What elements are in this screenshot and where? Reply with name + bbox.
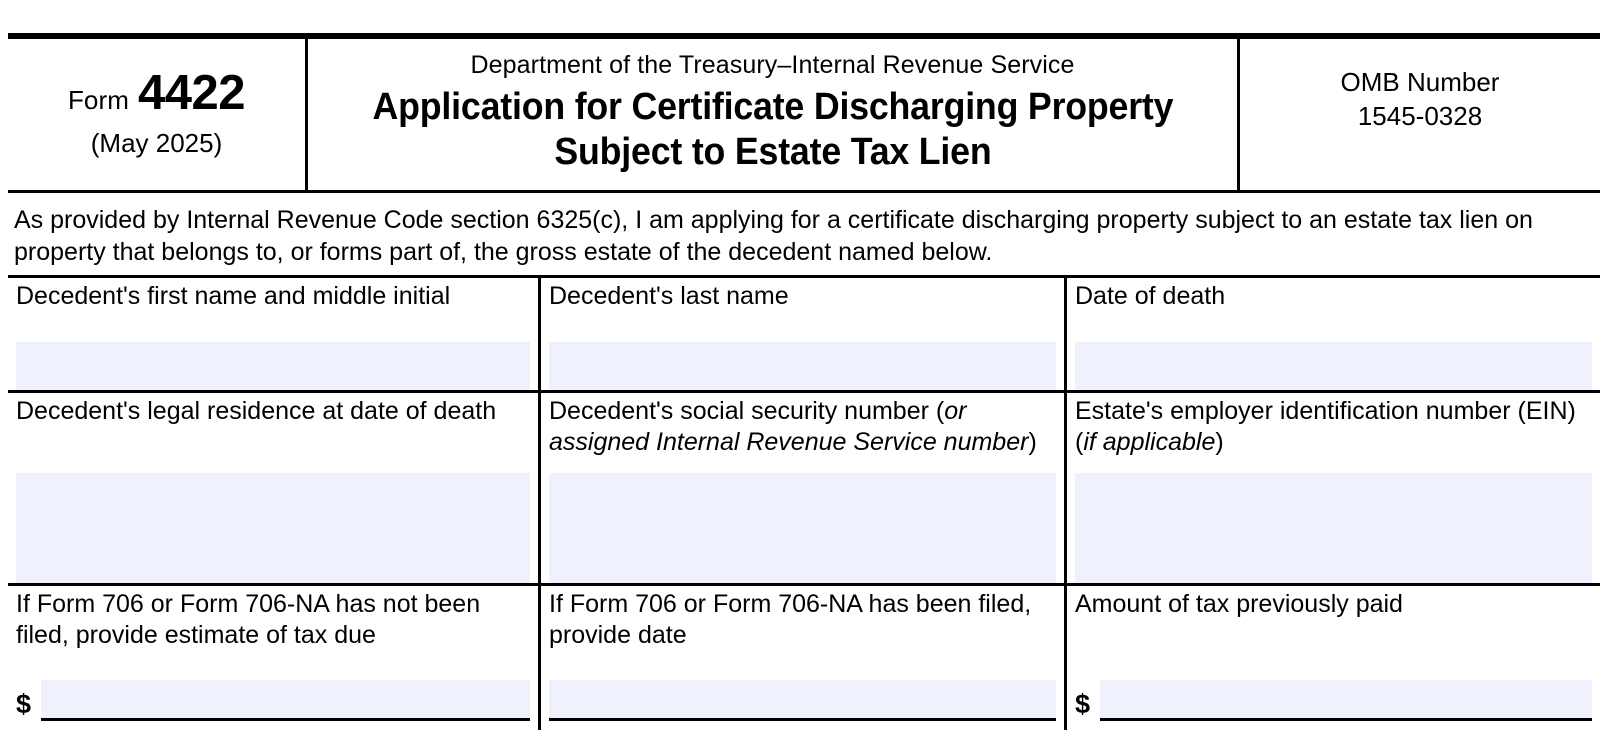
- cell-decedent-ssn: [541, 393, 1067, 583]
- cell-decedent-first-name: [8, 278, 541, 390]
- legal-residence-input[interactable]: [16, 473, 530, 583]
- omb-number-value: 1545-0328: [1357, 100, 1483, 131]
- estate-ein-label-main: Estate's employer identification number (EIN): [1075, 397, 1576, 425]
- intro-paragraph: As provided by Internal Revenue Code section 6325(c), I am applying for a certificate discharging property subject to an estate tax lien on property that belongs to, or forms part of, the gross estate of the decedent named below.: [14, 206, 1533, 266]
- estimate-tax-due-label: If Form 706 or Form 706-NA has not been filed, provide estimate of tax due: [16, 590, 481, 649]
- form-title-line-1: Application for Certificate Discharging Property: [372, 86, 1173, 129]
- table-row: [8, 393, 1600, 586]
- form-title: [372, 85, 1173, 173]
- decedent-first-name-label: Decedent's first name and middle initial: [16, 282, 451, 310]
- omb-number-label: OMB Number: [1340, 67, 1500, 98]
- estate-ein-close-paren: ): [1215, 427, 1224, 456]
- cell-estate-ein: [1067, 393, 1600, 583]
- table-row: [8, 278, 1600, 393]
- decedent-first-name-input[interactable]: [16, 342, 530, 390]
- decedent-ssn-label-tail: ): [1028, 427, 1037, 456]
- form-title-line-2: Subject to Estate Tax Lien: [553, 130, 992, 173]
- tax-previously-paid-label: Amount of tax previously paid: [1075, 590, 1403, 618]
- cell-tax-previously-paid: [1067, 586, 1600, 730]
- date-filed-input[interactable]: [549, 680, 1056, 721]
- estate-ein-label-italic: if applicable: [1083, 427, 1216, 456]
- cell-estimate-tax-due: [8, 586, 541, 730]
- cell-decedent-last-name: [541, 278, 1067, 390]
- decedent-ssn-input[interactable]: [549, 473, 1056, 583]
- decedent-last-name-label: Decedent's last name: [549, 282, 789, 310]
- estate-ein-input[interactable]: [1075, 473, 1592, 583]
- decedent-ssn-label-main: Decedent's social security number (: [549, 397, 945, 425]
- form-header: [8, 39, 1600, 193]
- cell-legal-residence: [8, 393, 541, 583]
- estate-ein-open-paren: (: [1075, 427, 1084, 456]
- form-identity-block: [8, 39, 308, 190]
- omb-block: [1240, 39, 1600, 190]
- form-field-table: [8, 275, 1600, 730]
- form-number: 4422: [138, 65, 246, 120]
- agency-name: Department of the Treasury–Internal Revenue Service: [470, 51, 1075, 80]
- estimate-tax-due-entry: [16, 680, 530, 721]
- date-filed-entry: [549, 680, 1056, 721]
- decedent-last-name-input[interactable]: [549, 342, 1056, 390]
- dollar-sign-icon: $: [16, 689, 32, 719]
- date-of-death-label: Date of death: [1075, 282, 1226, 310]
- form-title-block: [308, 39, 1240, 190]
- form-word-label: Form: [67, 84, 130, 115]
- cell-date-filed: [541, 586, 1067, 730]
- cell-date-of-death: [1067, 278, 1600, 390]
- date-filed-label: If Form 706 or Form 706-NA has been filed, provide date: [549, 590, 1032, 649]
- form-revision-date: (May 2025): [90, 127, 223, 158]
- decedent-ssn-label-italic: or assigned Internal Revenue Service number: [549, 397, 1029, 456]
- dollar-sign-icon: $: [1075, 689, 1091, 719]
- form-number-line: [68, 65, 245, 121]
- estate-ein-label: [1075, 396, 1600, 457]
- table-row: [8, 586, 1600, 730]
- decedent-ssn-label: [549, 396, 1064, 457]
- legal-residence-label: Decedent's legal residence at date of death: [16, 397, 497, 425]
- date-of-death-input[interactable]: [1075, 342, 1592, 390]
- tax-previously-paid-input[interactable]: [1100, 680, 1592, 721]
- tax-previously-paid-entry: [1075, 680, 1592, 721]
- estimate-tax-due-input[interactable]: [41, 680, 530, 721]
